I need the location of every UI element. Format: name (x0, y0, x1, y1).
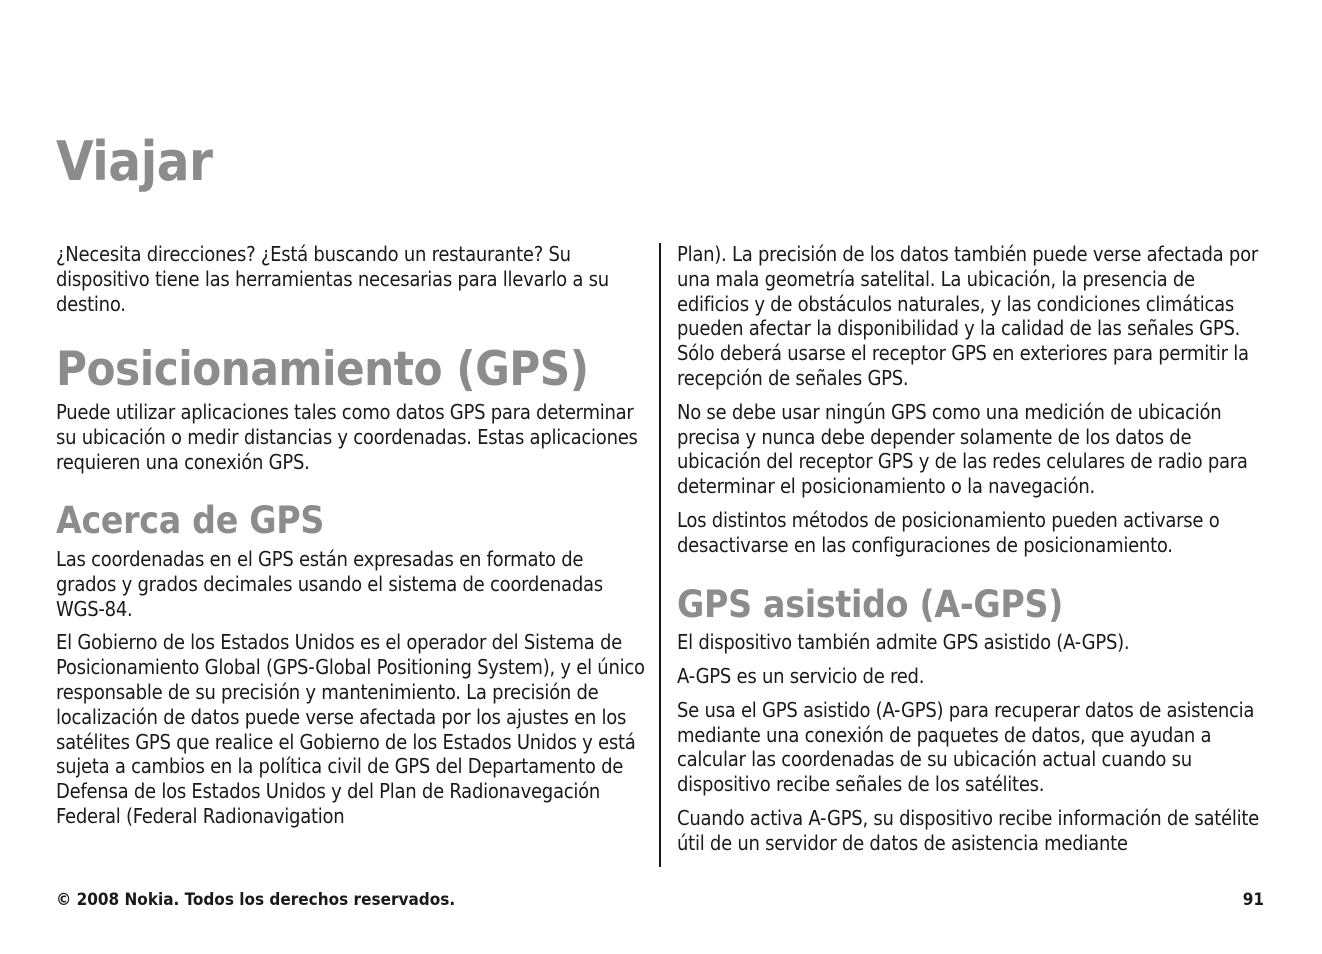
left-column (56, 242, 648, 838)
column-divider (659, 243, 661, 867)
methods-paragraph: Los distintos métodos de posicionamiento pueden activarse o desactivarse en las configuraciones de posicionamiento. (677, 507, 1220, 557)
continuation-paragraph: Plan). La precisión de los datos también puede verse afectada por una mala geometría satelital. La ubicación, la presencia de edificios y de obstáculos naturales, y las condiciones climáticas pueden afectar la disponibilidad y la calidad de las señales GPS. Sólo deberá usarse el receptor GPS en exteriores para permitir la recepción de señales GPS. (677, 242, 1258, 390)
section-heading-gps: Posicionamiento (GPS) (56, 342, 589, 398)
coordinates-paragraph: Las coordenadas en el GPS están expresadas en formato de grados y grados decimales usando el sistema de coordenadas WGS-84. (56, 547, 603, 621)
subsection-heading-agps: GPS asistido (A-GPS) (677, 582, 1064, 626)
footer-copyright: © 2008 Nokia. Todos los derechos reservados. (56, 890, 456, 910)
agps-support-paragraph: El dispositivo también admite GPS asistido (A-GPS). (677, 630, 1130, 655)
gps-paragraph: Puede utilizar aplicaciones tales como datos GPS para determinar su ubicación o medir distancias y coordenadas. Estas aplicaciones requieren una conexión GPS. (56, 400, 638, 474)
warning-paragraph: No se debe usar ningún GPS como una medición de ubicación precisa y nunca debe depender solamente de los datos de ubicación del receptor GPS y de las redes celulares de radio para determinar el posicionamiento o la navegación. (677, 399, 1248, 499)
page-number: 91 (1242, 890, 1264, 910)
agps-activation-paragraph: Cuando activa A-GPS, su dispositivo recibe información de satélite útil de un servidor de datos de asistencia mediante (677, 805, 1260, 855)
intro-paragraph: ¿Necesita direcciones? ¿Está buscando un restaurante? Su dispositivo tiene las herramientas necesarias para llevarlo a su destino. (56, 242, 609, 316)
right-column (677, 242, 1269, 864)
government-paragraph: El Gobierno de los Estados Unidos es el operador del Sistema de Posicionamiento Global (GPS-Global Positioning System), y el único responsable de su precisión y mantenimiento. La precisión de localización de datos puede verse afectada por los ajustes en los satélites GPS que realice el Gobierno de los Estados Unidos y está sujeta a cambios en la política civil de GPS del Departamento de Defensa de los Estados Unidos y del Plan de Radionavegación Federal (Federal Radionavigation (56, 630, 645, 828)
page-title: Viajar (56, 130, 213, 193)
subsection-heading-acerca: Acerca de GPS (56, 499, 325, 543)
agps-usage-paragraph: Se usa el GPS asistido (A-GPS) para recuperar datos de asistencia mediante una conexión de paquetes de datos, que ayudan a calcular las coordenadas de su ubicación actual cuando su dispositivo recibe señales de los satélites. (677, 697, 1255, 797)
agps-service-paragraph: A-GPS es un servicio de red. (677, 663, 925, 688)
